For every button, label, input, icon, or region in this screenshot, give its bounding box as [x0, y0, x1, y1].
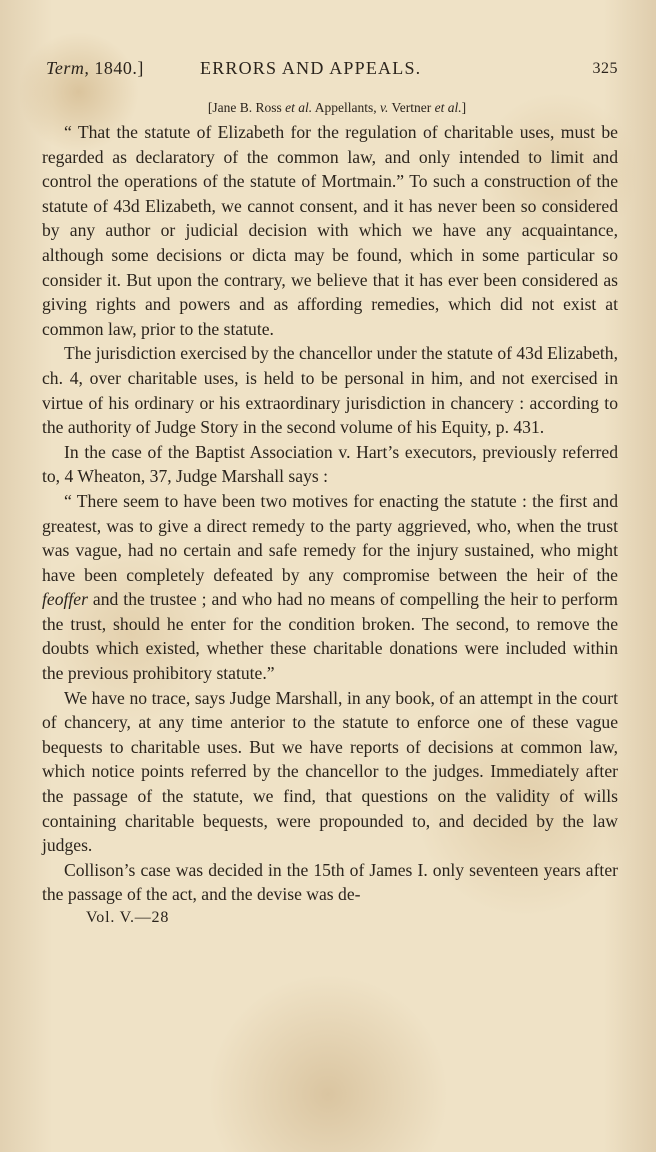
running-head: [42, 58, 618, 86]
page-number: 325: [592, 60, 618, 77]
quote-text: and the trustee ; and who had no means of compelling the heir to perform the trust, should he enter for the condition broken. The second, to remove the doubts which existed, whether these charitable donations were included within the previous prohibitory statute.”: [42, 589, 618, 684]
volume-signature: Vol. V.—28: [86, 909, 170, 926]
paragraph-1: “ That the statute of Elizabeth for the regulation of charitable uses, must be regarded as declaratory of the common law, and only intended to limit and control the operations of the statute of Mortmain.” To such a construction of the statute of 43d Elizabeth, we cannot consent, and it has never been so considered by any author or judicial decision with which we have any acquaintance, although some decisions or dicta may be found, which in some particular so consider it. But upon the contrary, we believe that it has ever been considered as giving rights and powers and as affording remedies, which did not exist at common law, prior to the statute.: [42, 122, 618, 339]
term-year: 1840.]: [94, 58, 144, 78]
caption-part-italic: v.: [380, 100, 389, 115]
caption-part: Appellants,: [314, 100, 377, 115]
caption-part-italic: et al.: [434, 100, 462, 115]
caption-part-italic: et al.: [285, 100, 313, 115]
paragraph-4-quote: [42, 489, 618, 686]
case-caption: [42, 100, 618, 116]
running-head-title: ERRORS AND APPEALS.: [200, 58, 422, 78]
body-text: [42, 120, 618, 907]
paragraph-6: Collison’s case was decided in the 15th of James I. only seventeen years after the passage of the act, and the devise was de-: [42, 859, 618, 905]
book-page: [42, 58, 618, 927]
caption-part: [Jane B. Ross: [207, 100, 282, 115]
caption-part: Vertner: [391, 100, 432, 115]
quote-italic-term: feoffer: [42, 589, 88, 610]
caption-part: ]: [461, 100, 467, 115]
paragraph-5: We have no trace, says Judge Marshall, in any book, of an attempt in the court of chancery, at any time anterior to the statute to enforce one of these vague bequests to charitable uses. But we have reports of decisions at common law, which notice points referred by the chancellor to the judges. Immediately after the passage of the statute, we find, that questions on the validity of wills containing charitable bequests, were propounded to, and decided by the law judges.: [42, 687, 618, 856]
paragraph-3: In the case of the Baptist Association v. Hart’s executors, previously referred to, 4 Wheaton, 37, Judge Marshall says :: [42, 441, 618, 487]
paragraph-2: The jurisdiction exercised by the chancellor under the statute of 43d Elizabeth, ch. 4, over charitable uses, is held to be personal in him, and not exercised in virtue of his ordinary or his extraordinary jurisdiction in chancery : according to the authority of Judge Story in the second volume of his Equity, p. 431.: [42, 343, 619, 438]
quote-text: “ There seem to have been two motives for enacting the statute : the first and greatest, was to give a direct remedy to the party aggrieved, who, when the trust was vague, had no certain and safe remedy for the injury sustained, who might have been completely defeated by any compromise between the heir of the: [42, 490, 618, 585]
running-head-term: [46, 58, 144, 79]
term-label: Term,: [46, 58, 90, 78]
